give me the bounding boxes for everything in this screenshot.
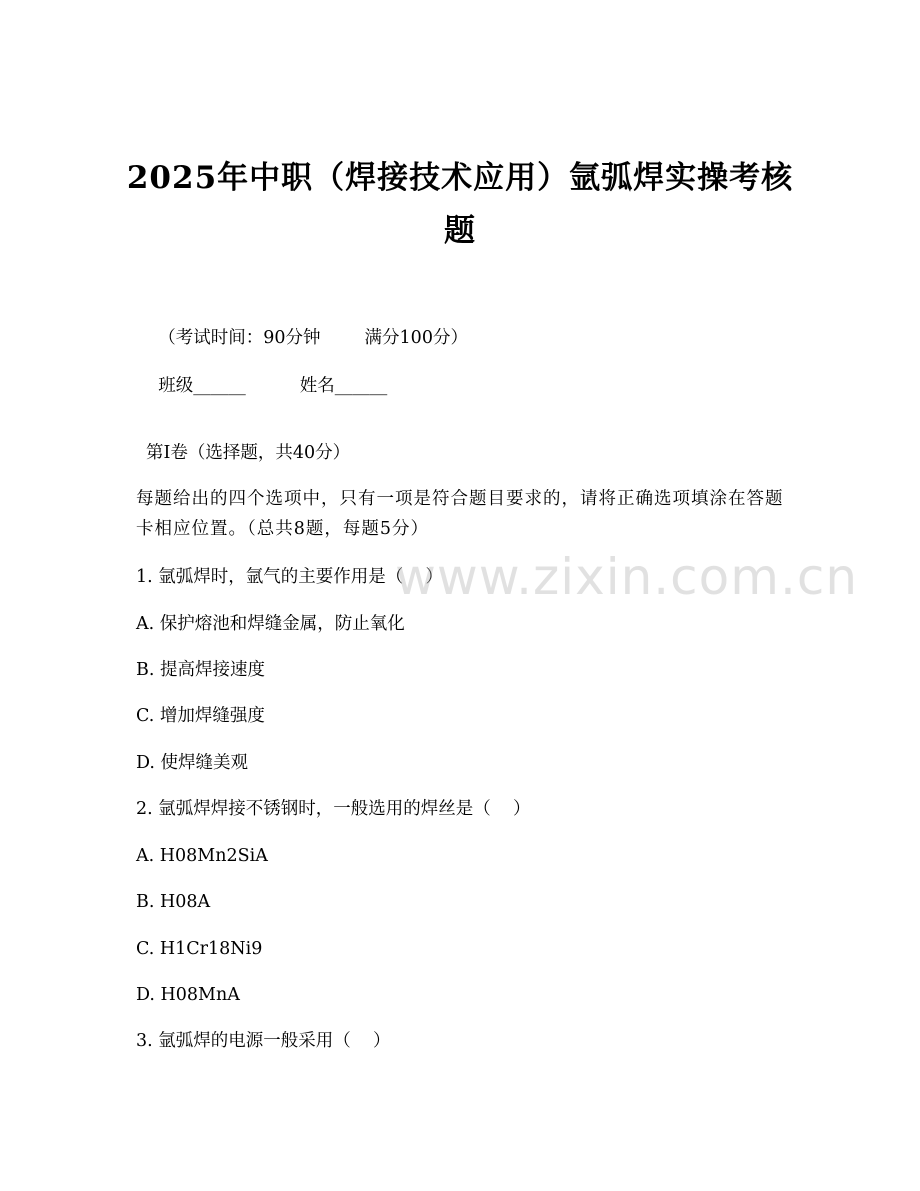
question-1-option-c: C. 增加焊缝强度 — [136, 706, 265, 726]
question-1-option-d: D. 使焊缝美观 — [136, 753, 249, 773]
question-2-option-b: B. H08A — [136, 892, 211, 912]
question-3-stem: 3. 氩弧焊的电源一般采用（ ） — [136, 1031, 391, 1051]
watermark: www.zixin.com.cn — [395, 548, 859, 606]
student-info — [136, 350, 387, 422]
document-title: 2025年中职（焊接技术应用）氩弧焊实操考核题 — [126, 160, 794, 249]
section-title: 第Ⅰ卷（选择题，共40分） — [146, 443, 351, 463]
exam-full-score: 满分100分） — [364, 328, 468, 348]
question-2-stem: 2. 氩弧焊焊接不锈钢时，一般选用的焊丝是（ ） — [136, 799, 531, 819]
question-2-option-d: D. H08MnA — [136, 985, 240, 1005]
question-2-option-a: A. H08Mn2SiA — [136, 846, 268, 866]
instructions: 每题给出的四个选项中，只有一项是符合题目要求的，请将正确选项填涂在答题卡相应位置。（总共8题，每题5分） — [136, 489, 784, 539]
name-field-label: 姓名______ — [299, 376, 388, 396]
question-2-option-c: C. H1Cr18Ni9 — [136, 939, 263, 959]
class-field-label: 班级______ — [158, 376, 246, 396]
question-1-stem: 1. 氩弧焊时，氩气的主要作用是（ ） — [136, 567, 444, 587]
exam-time: （考试时间：90分钟 — [158, 328, 321, 348]
question-1-option-a: A. 保护熔池和焊缝金属，防止氧化 — [136, 614, 405, 634]
question-1-option-b: B. 提高焊接速度 — [136, 660, 265, 680]
